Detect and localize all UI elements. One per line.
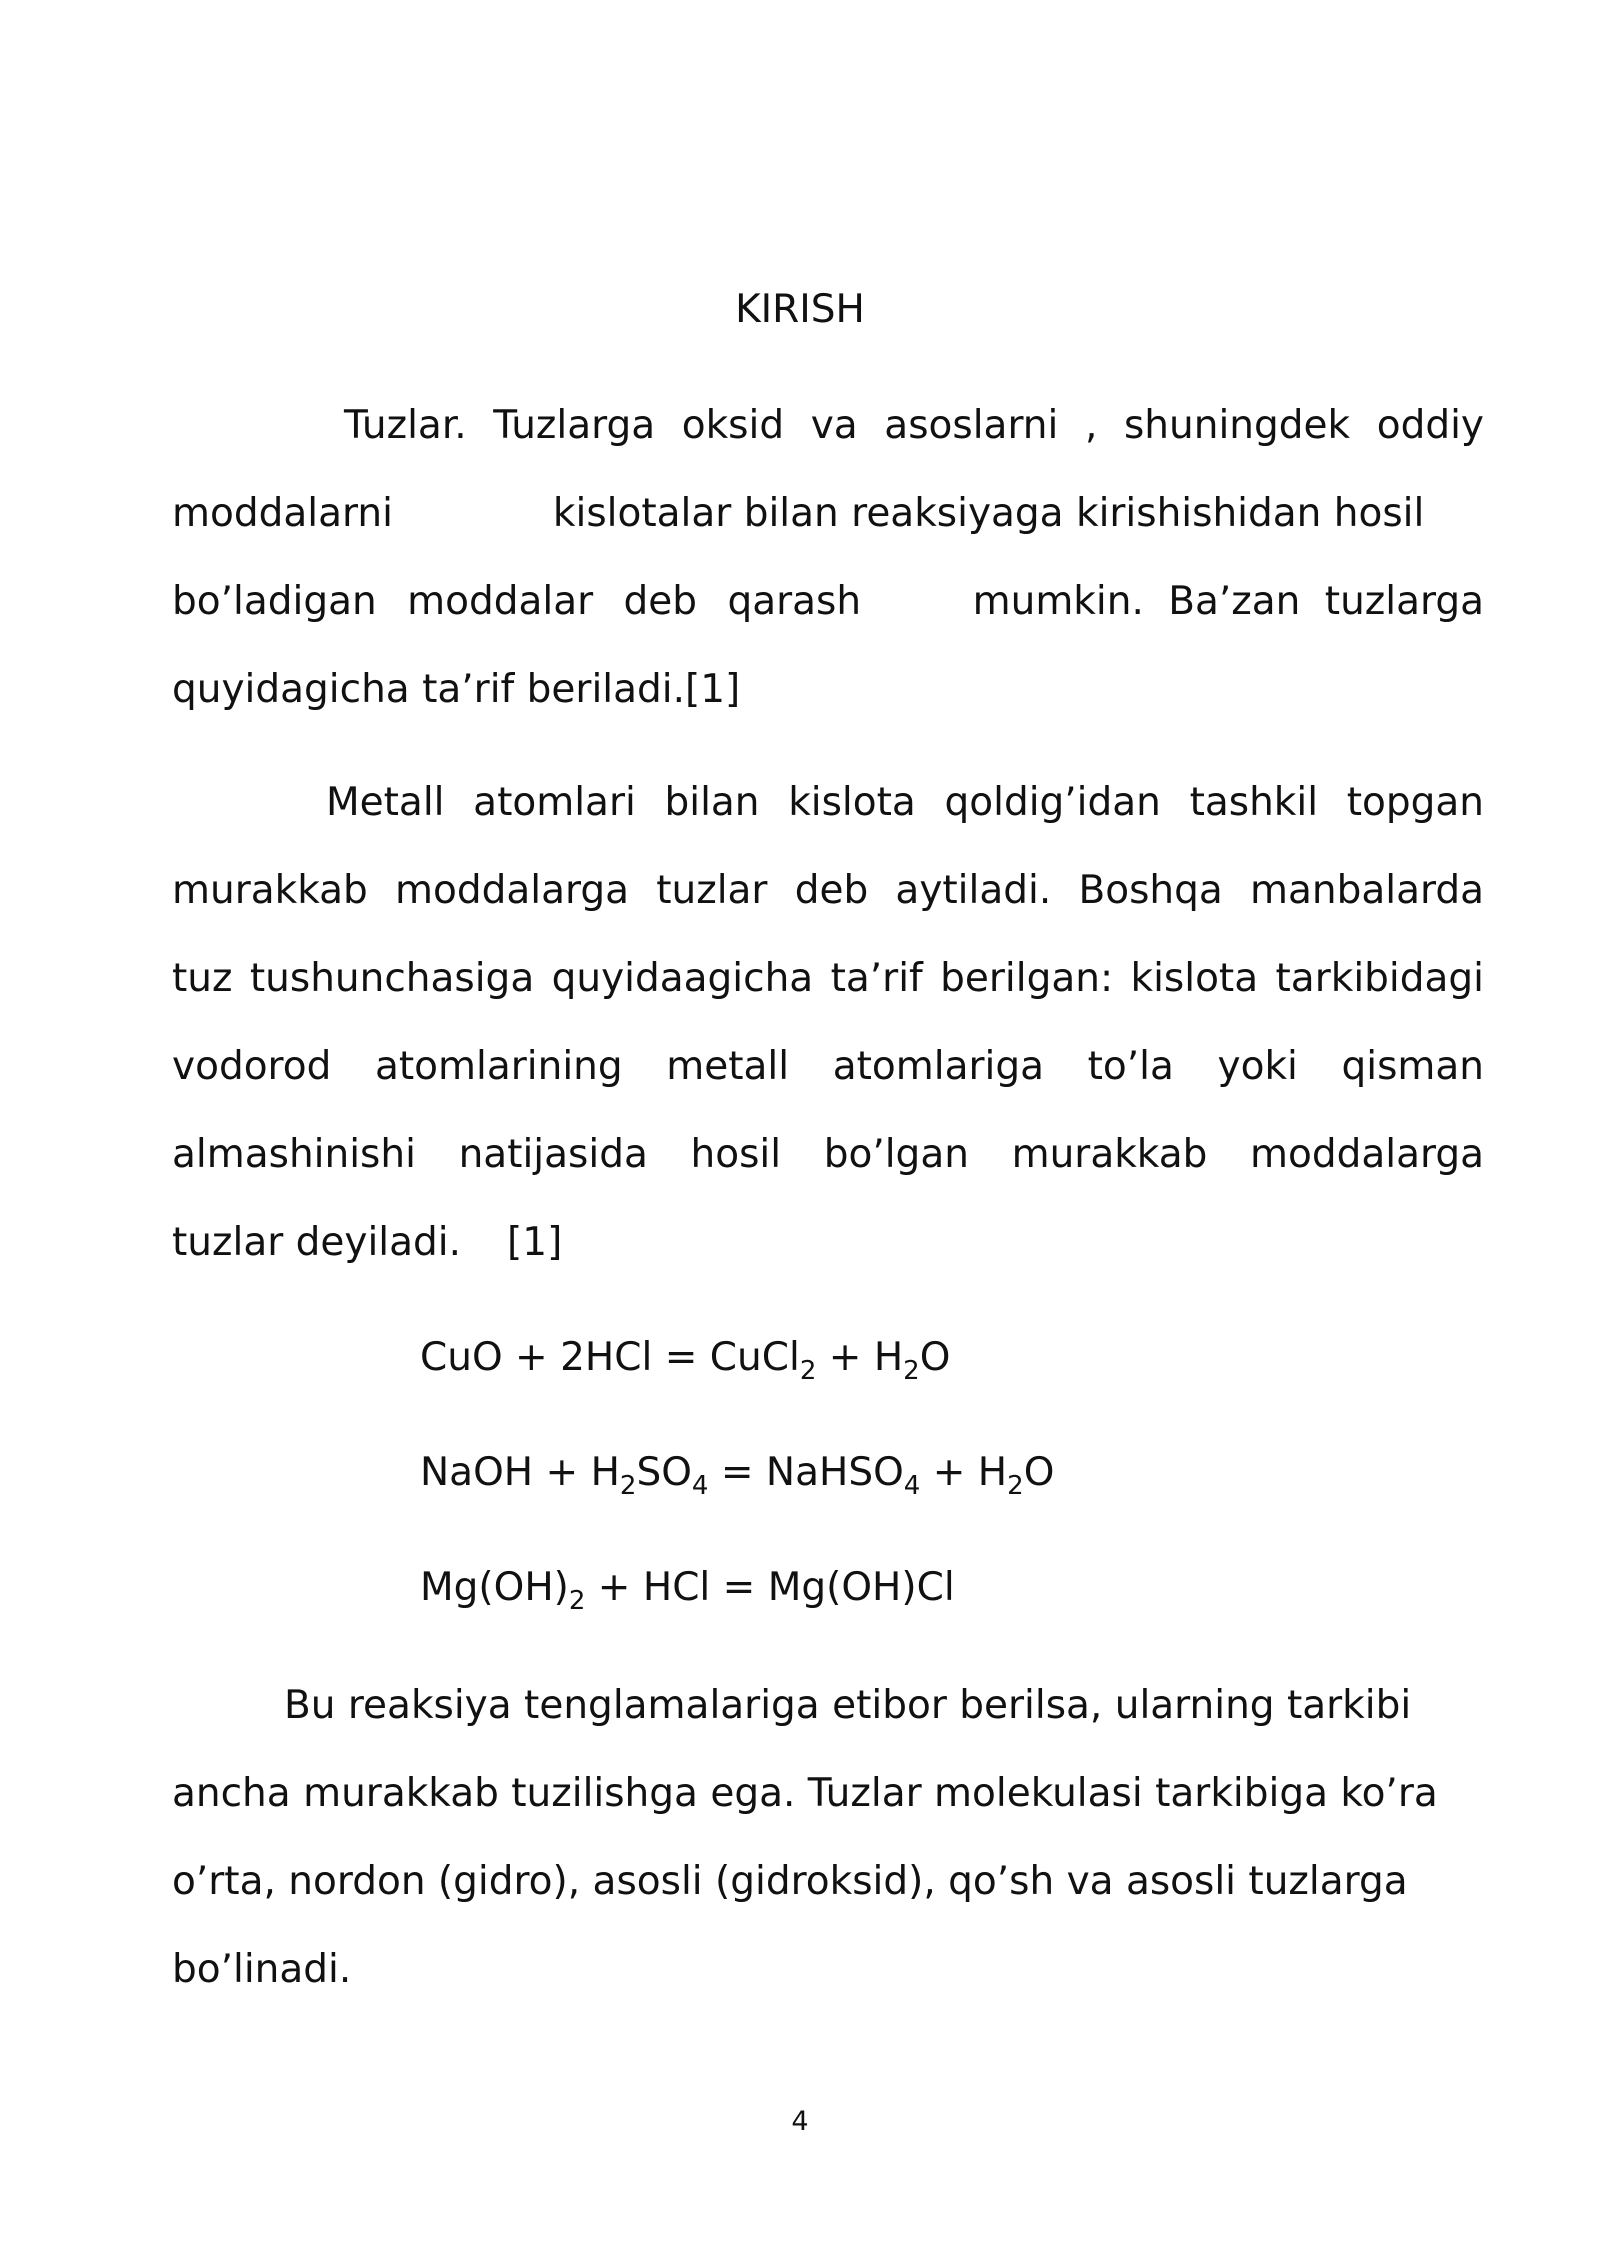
chemical-equation xyxy=(420,1560,955,1616)
line-segment: moddalarni xyxy=(172,491,393,536)
paragraph-line xyxy=(172,470,1484,558)
line-segment: bo’ladigan moddalar deb qarash xyxy=(172,579,862,624)
paragraph-line: Metall atomlari bilan kislota qoldig’idan tashkil topgan xyxy=(326,780,1484,825)
paragraph-line: Bu reaksiya tenglamalariga etibor berilsa, ularning tarkibi xyxy=(284,1683,1412,1728)
paragraph-line: Tuzlar. Tuzlarga oksid va asoslarni , shuningdek oddiy xyxy=(344,403,1484,448)
subscript: 2 xyxy=(568,1586,586,1617)
equation-text: = NaHSO xyxy=(708,1450,904,1495)
subscript: 2 xyxy=(799,1356,817,1387)
paragraph-line xyxy=(172,1199,1484,1287)
paragraph-line: bo’linadi. xyxy=(172,1947,352,1992)
paragraph-definition xyxy=(172,759,1484,1287)
paragraph-line: vodorod atomlarining metall atomlariga to’la yoki qisman xyxy=(172,1044,1484,1089)
chemical-equation xyxy=(420,1445,1054,1501)
equation-text: + HCl = Mg(OH)Cl xyxy=(585,1565,955,1610)
subscript: 2 xyxy=(903,1356,920,1387)
subscript: 2 xyxy=(1007,1471,1024,1502)
subscript: 4 xyxy=(691,1471,709,1502)
equation-text: NaOH + H xyxy=(420,1450,620,1495)
equation-text: Mg(OH) xyxy=(420,1565,569,1610)
equation-text: SO xyxy=(636,1450,692,1495)
equation-text: CuO + 2HCl = CuCl xyxy=(420,1335,800,1380)
paragraph-line: tuz tushunchasiga quyidaagicha ta’rif berilgan: kislota tarkibidagi xyxy=(172,956,1484,1001)
paragraph-line xyxy=(172,558,1484,646)
citation: [1] xyxy=(507,1220,563,1265)
equation-text: O xyxy=(1023,1450,1055,1495)
line-segment: kislotalar bilan reaksiyaga kirishishidan hosil xyxy=(552,491,1425,536)
paragraph-line: ancha murakkab tuzilishga ega. Tuzlar molekulasi tarkibiga ko’ra xyxy=(172,1771,1438,1816)
line-segment: tuzlar deyiladi. xyxy=(172,1220,462,1265)
equation-text: O xyxy=(919,1335,951,1380)
equation-text: + H xyxy=(816,1335,904,1380)
paragraph-intro xyxy=(172,382,1484,734)
paragraph-line: almashinishi natijasida hosil bo’lgan murakkab moddalarga xyxy=(172,1132,1484,1177)
paragraph-line: murakkab moddalarga tuzlar deb aytiladi. Boshqa manbalarda xyxy=(172,868,1484,913)
line-segment: mumkin. Ba’zan tuzlarga xyxy=(972,579,1484,624)
paragraph-line: o’rta, nordon (gidro), asosli (gidroksid), qo’sh va asosli tuzlarga xyxy=(172,1859,1408,1904)
paragraph-classification xyxy=(172,1662,1484,2014)
page-number: 4 xyxy=(791,2106,809,2137)
subscript: 2 xyxy=(619,1471,637,1502)
chemical-equation xyxy=(420,1330,950,1386)
subscript: 4 xyxy=(903,1471,921,1502)
paragraph-line: quyidagicha ta’rif beriladi.[1] xyxy=(172,667,741,712)
section-title: KIRISH xyxy=(735,287,865,332)
equation-text: + H xyxy=(920,1450,1008,1495)
